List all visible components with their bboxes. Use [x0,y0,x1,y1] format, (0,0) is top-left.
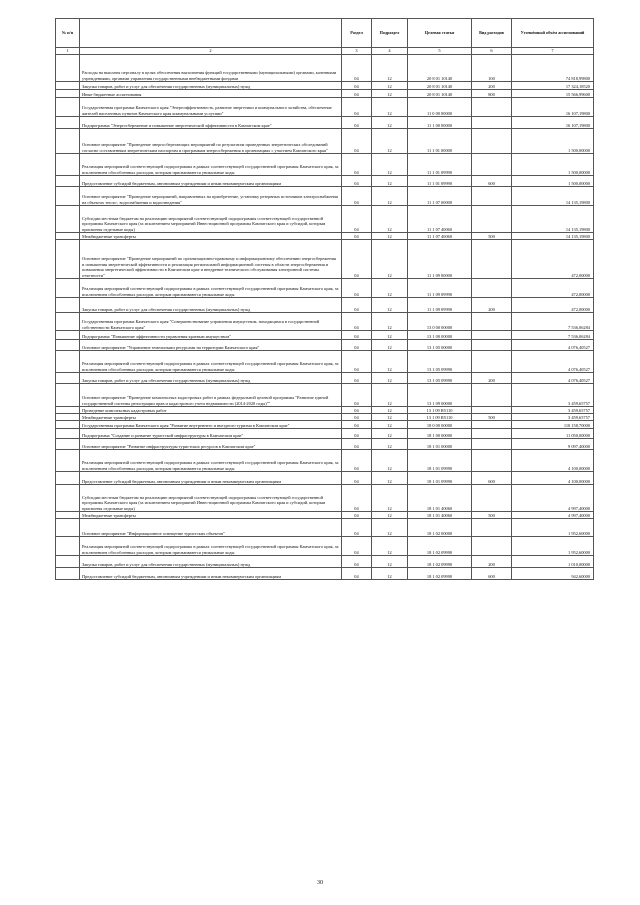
cell-target-article: 11 1 09 09990 [408,279,472,298]
cell-name: Основное мероприятие "Проведение мероприятий по организационно-правовому и информационному обеспечению энергосбережения и повышения энергетической эффективности и реализация региональной информационной системы в области энергосбережения и повышения энергетической эффективности в Камчатском крае и внедрение технического обслуживания электронной системы отчетности" [80,240,342,279]
cell-amount: 14 135,19800 [512,206,594,233]
cell-expense-type [472,98,512,117]
cell-name: Проведение комплексных кадастровых работ [80,407,342,414]
cell-expense-type [472,537,512,556]
cell-amount: 11 050,00000 [512,429,594,439]
cell-target-article: 13 1 09 R5110 [408,407,472,414]
cell-name: Субсидии местным бюджетам на реализацию мероприятий соответствующей подпрограммы соответствующей государственной программы Камчатского края (за исключением мероприятий Инвестиционной программы Камчатского края и субсидий, которым присвоены отдельные коды) [80,206,342,233]
cell-number [56,82,80,90]
cell-amount: 472,00000 [512,240,594,279]
cell-section: 04 [342,129,372,154]
table-row [56,154,594,176]
cell-name: Межбюджетные трансферты [80,414,342,421]
cell-expense-type [472,279,512,298]
cell-subsection: 12 [372,90,408,98]
cell-number [56,233,80,240]
cell-expense-type [472,429,512,439]
cell-number [56,556,80,568]
header-section: Раздел [342,19,372,48]
cell-section: 04 [342,414,372,421]
cell-number [56,373,80,384]
cell-section: 04 [342,407,372,414]
cell-name: Основное мероприятие "Развитие инфраструктуры туристских ресурсов в Камчатском крае" [80,439,342,450]
cell-name: Основное мероприятие "Проведение комплексных кадастровых работ в рамках федеральной целевой программы "Развитие единой государственной системы регистрации прав и кадастрового учета недвижимости (2014-2020 годы)"" [80,384,342,407]
cell-amount: 1 500,00000 [512,154,594,176]
cell-expense-type [472,384,512,407]
cell-name: Реализация мероприятий соответствующей подпрограммы в рамках соответствующей государственной программы Камчатского края, за исключением обособленных расходов, которым присваиваются уникальные коды [80,154,342,176]
cell-amount: 16 107,19800 [512,117,594,129]
cell-amount: 4 100,00000 [512,450,594,472]
table-row [56,512,594,519]
cell-subsection: 12 [372,240,408,279]
cell-name: Подпрограмма "Энергосбережение и повышение энергетической эффективности в Камчатском крае" [80,117,342,129]
cell-amount: 1 010,00000 [512,556,594,568]
cell-expense-type [472,407,512,414]
cell-subsection: 12 [372,187,408,206]
cell-number [56,512,80,519]
cell-subsection: 12 [372,384,408,407]
cell-amount: 14 135,19800 [512,233,594,240]
table-row [56,351,594,373]
cell-amount: 15 566,99600 [512,90,594,98]
cell-number [56,537,80,556]
cell-section: 04 [342,331,372,340]
cell-amount: 472,00000 [512,279,594,298]
cell-expense-type [472,117,512,129]
cell-target-article: 13 1 09 R5110 [408,414,472,421]
cell-name: Подпрограмма "Повышение эффективности управления краевым имуществом" [80,331,342,340]
column-number: 2 [80,48,342,55]
table-row [56,206,594,233]
table-row [56,439,594,450]
cell-name: Основное мероприятие "Управление земельными ресурсами на территории Камчатского края" [80,340,342,351]
cell-subsection: 12 [372,233,408,240]
column-number: 7 [512,48,594,55]
cell-subsection: 12 [372,98,408,117]
cell-name: Закупка товаров, работ и услуг для обеспечения государственных (муниципальных) нужд [80,556,342,568]
header-subsection: Подраздел [372,19,408,48]
table-row [56,313,594,331]
cell-section: 04 [342,187,372,206]
cell-expense-type [472,154,512,176]
cell-target-article: 11 1 07 00000 [408,187,472,206]
cell-amount: 7 536,06284 [512,313,594,331]
cell-expense-type: 200 [472,373,512,384]
cell-target-article: 11 0 00 00000 [408,98,472,117]
cell-section: 04 [342,512,372,519]
cell-name: Расходы на выплаты персоналу в целях обеспечения выполнения функций государственными (муниципальными) органами, казенными учреждениями, органами управления государственными внебюджетными фондами [80,55,342,82]
table-body [56,55,594,580]
cell-amount: 1 952,60000 [512,519,594,537]
table-row [56,129,594,154]
cell-name: Закупка товаров, работ и услуг для обеспечения государственных (муниципальных) нужд [80,82,342,90]
cell-target-article: 11 1 01 09990 [408,176,472,187]
cell-expense-type [472,450,512,472]
cell-subsection: 12 [372,117,408,129]
table-row [56,537,594,556]
cell-subsection: 12 [372,537,408,556]
cell-name: Межбюджетные трансферты [80,512,342,519]
header-target-article: Целевая статья [408,19,472,48]
cell-section: 04 [342,313,372,331]
cell-subsection: 12 [372,414,408,421]
cell-subsection: 12 [372,421,408,429]
cell-amount: 17 324,18520 [512,82,594,90]
budget-table [55,18,594,580]
cell-section: 04 [342,537,372,556]
column-number: 5 [408,48,472,55]
cell-number [56,90,80,98]
cell-subsection: 12 [372,82,408,90]
cell-subsection: 12 [372,298,408,313]
cell-section: 04 [342,450,372,472]
cell-target-article: 20 8 01 10140 [408,82,472,90]
cell-amount: 472,00000 [512,298,594,313]
cell-expense-type [472,340,512,351]
cell-target-article: 18 1 01 40060 [408,485,472,512]
table-row [56,187,594,206]
cell-subsection: 12 [372,512,408,519]
cell-amount: 4 076,40527 [512,340,594,351]
cell-expense-type [472,313,512,331]
cell-subsection: 12 [372,556,408,568]
cell-number [56,298,80,313]
cell-number [56,439,80,450]
cell-expense-type [472,519,512,537]
cell-section: 04 [342,279,372,298]
cell-target-article: 11 1 09 00000 [408,240,472,279]
cell-target-article: 20 8 01 10140 [408,90,472,98]
cell-name: Реализация мероприятий соответствующей подпрограммы в рамках соответствующей государственной программы Камчатского края, за исключением обособленных расходов, которым присваиваются уникальные коды [80,279,342,298]
cell-target-article: 18 1 01 40060 [408,512,472,519]
cell-subsection: 12 [372,176,408,187]
table-row [56,556,594,568]
cell-expense-type [472,485,512,512]
cell-name: Реализация мероприятий соответствующей подпрограммы в рамках соответствующей государственной программы Камчатского края, за исключением обособленных расходов, которым присваиваются уникальные коды [80,450,342,472]
cell-expense-type: 500 [472,233,512,240]
cell-number [56,331,80,340]
cell-expense-type [472,351,512,373]
cell-amount: 3 459,65757 [512,407,594,414]
cell-section: 04 [342,117,372,129]
cell-target-article: 11 1 09 09990 [408,298,472,313]
cell-expense-type [472,421,512,429]
cell-name: Предоставление субсидий бюджетным, автономным учреждениям и иным некоммерческим организациям [80,472,342,485]
cell-number [56,421,80,429]
cell-amount: 4 997,40000 [512,512,594,519]
cell-section: 04 [342,98,372,117]
table-row [56,421,594,429]
cell-target-article: 13 1 00 00000 [408,331,472,340]
cell-section: 04 [342,55,372,82]
cell-section: 04 [342,439,372,450]
table-row [56,240,594,279]
cell-number [56,206,80,233]
cell-number [56,117,80,129]
cell-target-article: 20 8 01 10140 [408,55,472,82]
cell-target-article: 18 1 02 00000 [408,519,472,537]
cell-target-article: 18 1 01 00000 [408,439,472,450]
table-row [56,472,594,485]
cell-subsection: 12 [372,279,408,298]
cell-expense-type: 500 [472,512,512,519]
cell-subsection: 12 [372,429,408,439]
cell-target-article: 18 1 00 00000 [408,429,472,439]
cell-subsection: 12 [372,331,408,340]
cell-number [56,176,80,187]
cell-name: Основное мероприятие "Проведение энергосберегающих мероприятий по результатам проведенных энергетических обследований согласно составленным энергетическим паспортам и программам энергосбережения в организациях с участием Камчатского края" [80,129,342,154]
budget-document [55,18,593,580]
cell-number [56,154,80,176]
cell-number [56,414,80,421]
cell-number [56,313,80,331]
cell-name: Предоставление субсидий бюджетным, автономным учреждениям и иным некоммерческим организациям [80,176,342,187]
cell-expense-type [472,240,512,279]
cell-expense-type: 600 [472,472,512,485]
cell-name: Закупка товаров, работ и услуг для обеспечения государственных (муниципальных) нужд [80,373,342,384]
cell-section: 04 [342,154,372,176]
table-row [56,407,594,414]
cell-number [56,485,80,512]
cell-expense-type: 600 [472,568,512,580]
cell-amount: 4 100,00000 [512,472,594,485]
cell-subsection: 12 [372,55,408,82]
cell-number [56,187,80,206]
cell-target-article: 18 1 01 09990 [408,472,472,485]
cell-section: 04 [342,519,372,537]
header-expense-type: Вид расходов [472,19,512,48]
cell-section: 04 [342,240,372,279]
cell-subsection: 12 [372,450,408,472]
cell-number [56,384,80,407]
cell-target-article: 18 1 02 09990 [408,568,472,580]
cell-amount: 3 459,65757 [512,414,594,421]
table-row [56,429,594,439]
cell-subsection: 12 [372,351,408,373]
cell-expense-type [472,439,512,450]
cell-number [56,129,80,154]
cell-target-article: 11 1 07 40060 [408,233,472,240]
cell-section: 04 [342,384,372,407]
cell-amount: 4 076,40527 [512,351,594,373]
cell-name: Предоставление субсидий бюджетным, автономным учреждениям и иным некоммерческим организациям [80,568,342,580]
cell-subsection: 12 [372,154,408,176]
cell-number [56,55,80,82]
cell-amount: 16 107,19800 [512,98,594,117]
cell-section: 04 [342,373,372,384]
column-number: 1 [56,48,80,55]
cell-subsection: 12 [372,206,408,233]
cell-number [56,279,80,298]
cell-subsection: 12 [372,407,408,414]
cell-name: Государственная программа Камчатского края "Совершенствование управления имуществом, находящимся в государственной собственности Камчатского края" [80,313,342,331]
cell-expense-type: 800 [472,90,512,98]
cell-expense-type: 100 [472,55,512,82]
table-row [56,384,594,407]
cell-amount: 942,60000 [512,568,594,580]
table-row [56,117,594,129]
cell-amount: 3 459,65757 [512,384,594,407]
cell-expense-type: 200 [472,82,512,90]
cell-name: Государственная программа Камчатского края "Энергоэффективность, развитие энергетики и коммунального хозяйства, обеспечение жителей населенных пунктов Камчатского края коммунальными услугами" [80,98,342,117]
cell-amount: 1 500,00000 [512,176,594,187]
cell-subsection: 12 [372,439,408,450]
cell-amount: 4 997,40000 [512,485,594,512]
cell-target-article: 18 0 00 00000 [408,421,472,429]
cell-target-article: 13 1 05 09990 [408,351,472,373]
cell-subsection: 12 [372,519,408,537]
cell-section: 04 [342,472,372,485]
cell-section: 04 [342,233,372,240]
cell-amount: 14 135,19800 [512,187,594,206]
cell-target-article: 11 1 01 09990 [408,154,472,176]
cell-amount: 1 952,60000 [512,537,594,556]
cell-number [56,98,80,117]
cell-number [56,519,80,537]
cell-amount: 74 818,99800 [512,55,594,82]
cell-amount: 4 076,40527 [512,373,594,384]
cell-number [56,568,80,580]
cell-expense-type [472,331,512,340]
cell-number [56,450,80,472]
cell-name: Основное мероприятие "Проведение мероприятий, направленных на приобретение, установку резервных источников электроснабжения на объектах тепло-, водоснабжения и водоотведения" [80,187,342,206]
table-row [56,55,594,82]
table-row [56,176,594,187]
header-amount: Уточнённый объём ассигнований [512,19,594,48]
table-row [56,485,594,512]
cell-expense-type [472,129,512,154]
cell-target-article: 13 1 05 00000 [408,340,472,351]
cell-section: 04 [342,206,372,233]
cell-expense-type: 200 [472,556,512,568]
cell-subsection: 12 [372,472,408,485]
cell-amount: 110 158,70000 [512,421,594,429]
cell-section: 04 [342,176,372,187]
cell-target-article: 13 1 05 09990 [408,373,472,384]
cell-subsection: 12 [372,568,408,580]
cell-target-article: 13 1 09 00000 [408,384,472,407]
cell-name: Закупка товаров, работ и услуг для обеспечения государственных (муниципальных) нужд [80,298,342,313]
cell-section: 04 [342,485,372,512]
table-row [56,298,594,313]
cell-amount: 9 097,40000 [512,439,594,450]
cell-target-article: 18 1 02 09990 [408,537,472,556]
table-row [56,331,594,340]
cell-target-article: 18 1 01 09990 [408,450,472,472]
table-header-row [56,19,594,48]
cell-expense-type [472,187,512,206]
table-row [56,340,594,351]
cell-number [56,472,80,485]
table-row [56,90,594,98]
cell-subsection: 12 [372,373,408,384]
cell-target-article: 11 1 00 00000 [408,117,472,129]
table-row [56,233,594,240]
cell-section: 04 [342,568,372,580]
cell-amount: 7 536,06284 [512,331,594,340]
cell-name: Реализация мероприятий соответствующей подпрограммы в рамках соответствующей государственной программы Камчатского края, за исключением обособленных расходов, которым присваиваются уникальные коды [80,537,342,556]
cell-number [56,407,80,414]
header-number: № п/п [56,19,80,48]
cell-target-article: 11 1 01 00000 [408,129,472,154]
cell-name: Реализация мероприятий соответствующей подпрограммы в рамках соответствующей государственной программы Камчатского края, за исключением обособленных расходов, которым присваиваются уникальные коды [80,351,342,373]
cell-name: Межбюджетные трансферты [80,233,342,240]
column-number: 4 [372,48,408,55]
header-name [80,19,342,48]
cell-name: Подпрограмма "Создание и развитие туристской инфраструктуры в Камчатском крае" [80,429,342,439]
cell-expense-type: 500 [472,414,512,421]
table-row [56,568,594,580]
cell-section: 04 [342,556,372,568]
cell-section: 04 [342,82,372,90]
column-number: 6 [472,48,512,55]
cell-amount: 1 500,00000 [512,129,594,154]
cell-section: 04 [342,421,372,429]
table-row [56,519,594,537]
table-row [56,82,594,90]
cell-expense-type: 600 [472,176,512,187]
table-row [56,450,594,472]
cell-subsection: 12 [372,313,408,331]
page-number: 30 [317,880,323,886]
cell-name: Государственная программа Камчатского края "Развитие внутреннего и въездного туризма в Камчатском крае" [80,421,342,429]
cell-section: 04 [342,429,372,439]
cell-target-article: 11 1 07 40060 [408,206,472,233]
cell-number [56,429,80,439]
cell-section: 04 [342,351,372,373]
column-number: 3 [342,48,372,55]
cell-name: Основное мероприятие "Информационное освещение туристских объектов" [80,519,342,537]
cell-subsection: 12 [372,485,408,512]
table-row [56,414,594,421]
cell-target-article: 13 0 00 00000 [408,313,472,331]
cell-number [56,340,80,351]
cell-name: Иные бюджетные ассигнования [80,90,342,98]
cell-section: 04 [342,90,372,98]
cell-target-article: 18 1 02 09990 [408,556,472,568]
table-row [56,98,594,117]
cell-subsection: 12 [372,129,408,154]
cell-number [56,351,80,373]
cell-section: 04 [342,340,372,351]
cell-section: 04 [342,298,372,313]
table-row [56,373,594,384]
cell-number [56,240,80,279]
cell-expense-type [472,206,512,233]
cell-subsection: 12 [372,340,408,351]
cell-name: Субсидии местным бюджетам на реализацию мероприятий соответствующей подпрограммы соответствующей государственной программы Камчатского края (за исключением мероприятий Инвестиционной программы Камчатского края и субсидий, которым присвоены отдельные коды) [80,485,342,512]
cell-expense-type: 200 [472,298,512,313]
table-row [56,279,594,298]
column-number-row [56,48,594,55]
